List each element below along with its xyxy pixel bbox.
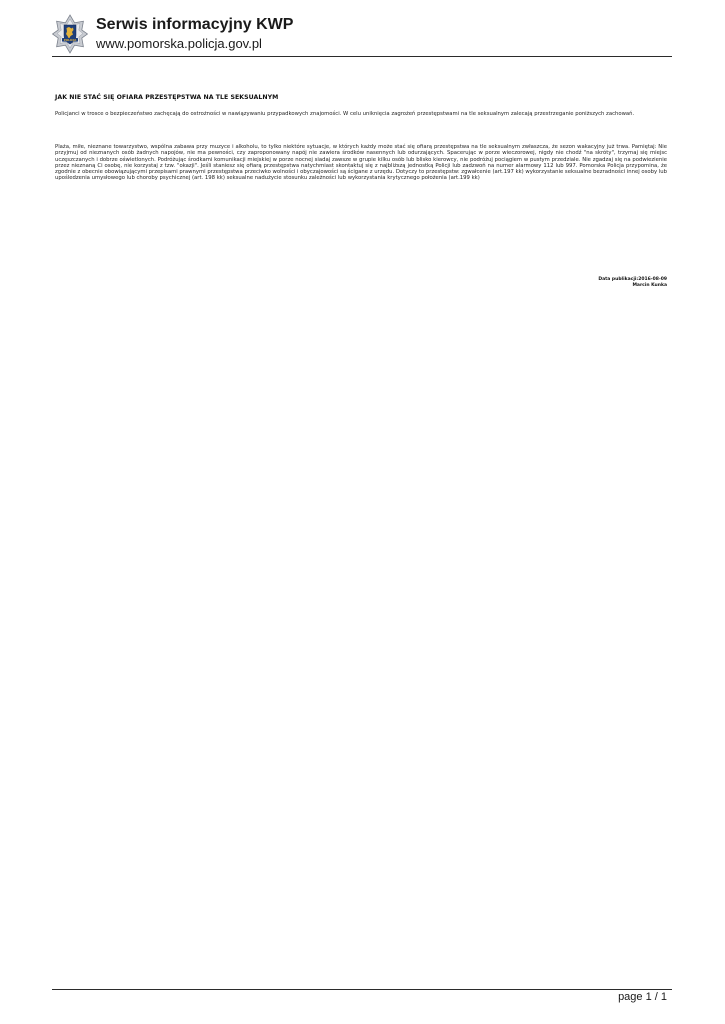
- header-divider: [52, 56, 672, 57]
- article-lead: Policjanci w trosce o bezpieczeństwo zachęcają do ostrożności w nawiązywaniu przypadkowych znajomości. W celu uniknięcia zagrożeń przestępstwami na tle seksualnym zalecają przestrzeganie poniższych zachowań.: [55, 111, 635, 117]
- publication-author: Marcin Kunka: [632, 282, 667, 288]
- publication-date: Data publikacji:2016-08-09: [598, 277, 667, 282]
- site-title: Serwis informacyjny KWP: [96, 16, 294, 34]
- page-number: page 1 / 1: [618, 991, 667, 1003]
- article-title: JAK NIE STAĆ SIĘ OFIARA PRZESTĘPSTWA NA TLE SEKSUALNYM: [55, 94, 279, 101]
- site-url: www.pomorska.policja.gov.pl: [96, 36, 262, 52]
- footer-divider: [52, 989, 672, 990]
- badge-text: POLICJA: [63, 37, 77, 42]
- publication-info: [598, 277, 667, 288]
- page-header: [52, 14, 672, 54]
- police-star-badge-icon: [52, 14, 88, 54]
- article-body: Plaża, miłe, nieznane towarzystwo, wspólna zabawa przy muzyce i alkoholu, to tylko niektóre sytuacje, w których każdy może stać się ofiarą przestępstwa na tle seksualnym zwłaszcza, że sezon wakacyjny już trwa. Pamiętaj: Nie przyjmuj od nieznanych osób żadnych napojów, nie ma pewności, czy zaproponowany napój nie zawiera środków nasennych lub odurzających. Spacerując w porze wieczorowej, nigdy nie chodź "na skróty", trzymaj się miejsc uczęszczanych i dobrze oświetlonych. Podróżując środkami komunikacji miejskiej w porze nocnej siadaj zawsze w grupie kilku osób lub blisko kierowcy, nie podróżuj pociągiem w pustym przedziale. Nie zgadzaj się na podwiezienie przez nieznaną Ci osobę, nie korzystaj z tzw. "okazji". Jeśli staniesz się ofiarą przestępstwa natychmiast skontaktuj się z najbliższą jednostką Policji lub zadzwoń na numer alarmowy 112 lub 997. Pomorska Policja przypomina, że zgodnie z obecnie obowiązującymi przepisami prawnymi przestępstwa przeciwko wolności i obyczajowości są ścigane z urzędu. Dotyczy to przestępstw: zgwałcenie (art.197 kk) wykorzystanie seksualne bezradności innej osoby lub upośledzenia umysłowego lub choroby psychicznej (art. 198 kk) seksualne nadużycie stosunku zależności lub wykorzystania krytycznego położenia (art.199 kk): [55, 144, 667, 182]
- article: [55, 94, 667, 181]
- header-text: [96, 17, 293, 50]
